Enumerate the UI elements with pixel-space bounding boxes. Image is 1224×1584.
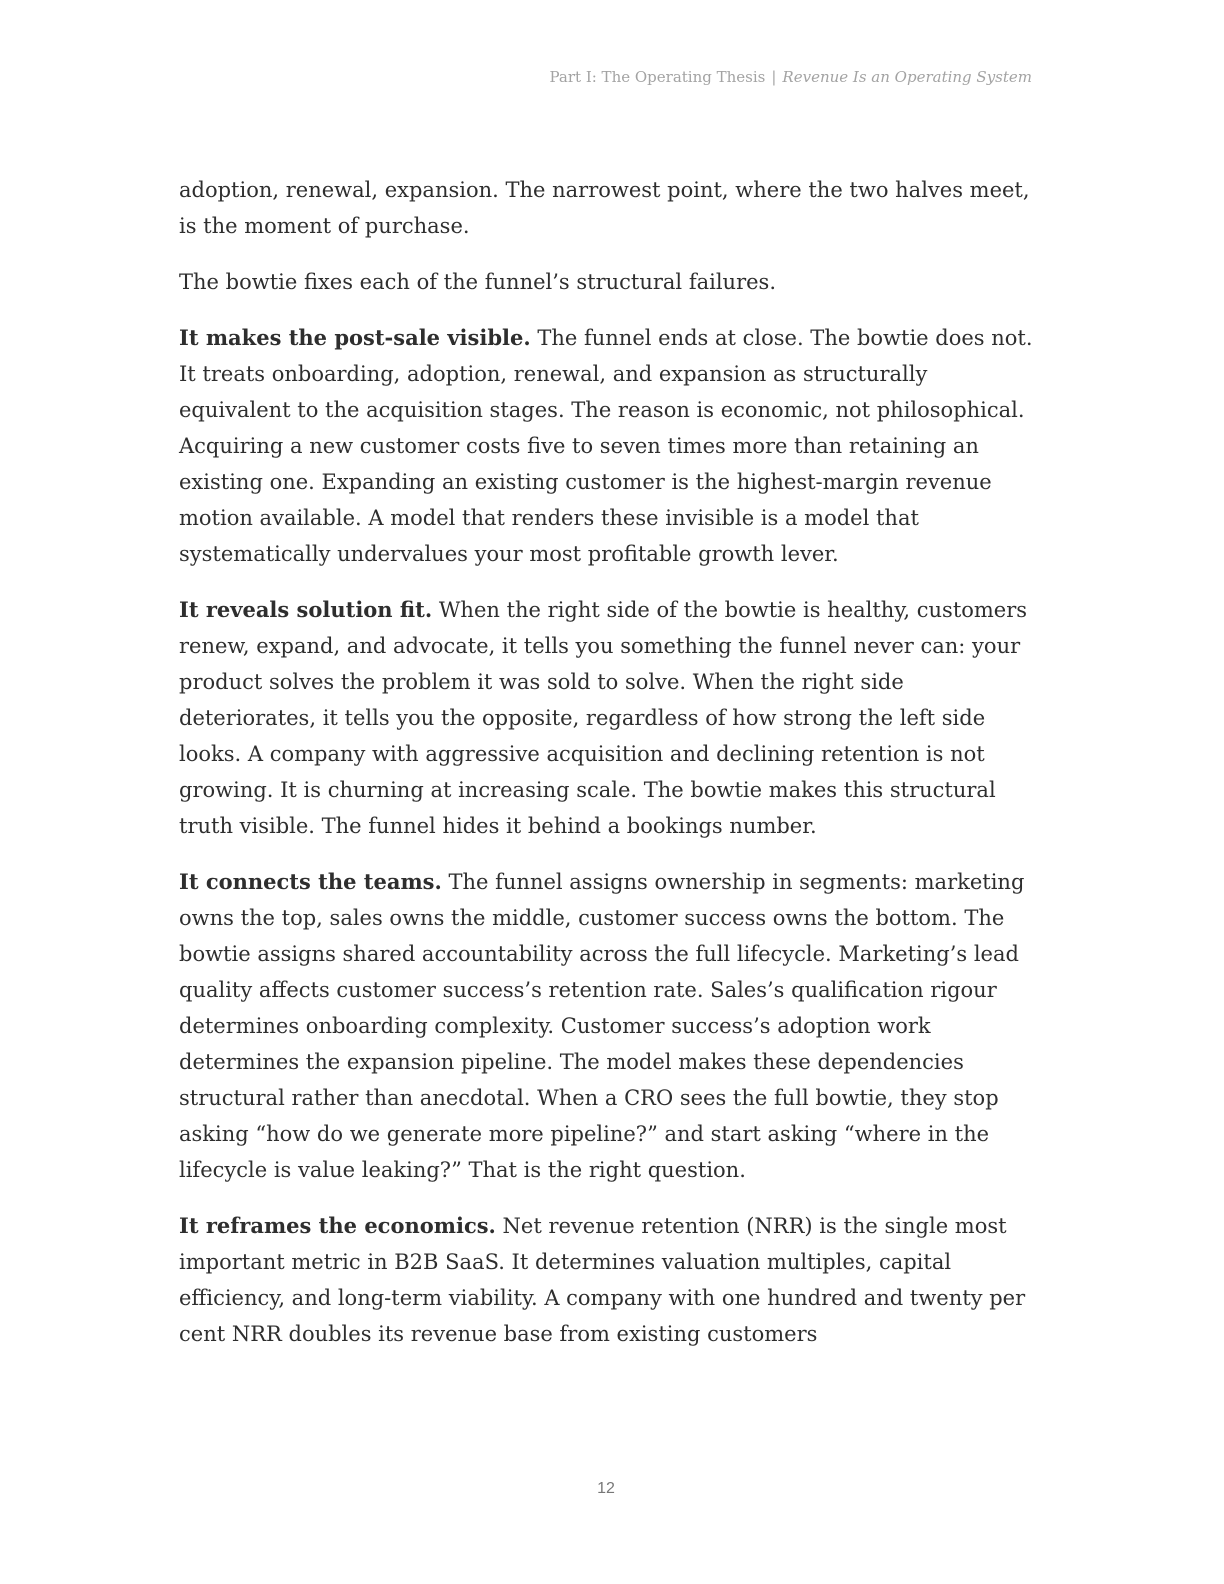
paragraph-text: The funnel assigns ownership in segments: marketing owns the top, sales owns the middle, customer success owns the bottom. The bowtie assigns shared accountability across the full lifecycle. Marketing’s lead quality affects customer success’s retention rate. Sales’s qualification rigour determines onboarding complexity. Customer success’s adoption work determines the expansion pipeline. The model makes these dependencies structural rather than anecdotal. When a CRO sees the full bowtie, they stop asking “how do we generate more pipeline?” and start asking “where in the lifecycle is value leaking?” That is the right question.: [179, 870, 1025, 1182]
paragraph-lead: It reframes the economics.: [179, 1213, 496, 1238]
paragraph-intro: [179, 264, 1039, 300]
paragraph-economics: [179, 1208, 1039, 1352]
paragraph-connects-teams: [179, 864, 1039, 1188]
paragraph-text: When the right side of the bowtie is healthy, customers renew, expand, and advocate, it tells you something the funnel never can: your product solves the problem it was sold to solve. When the right side deteriorates, it tells you the opposite, regardless of how strong the left side looks. A company with aggressive acquisition and declining retention is not growing. It is churning at increasing scale. The bowtie makes this structural truth visible. The funnel hides it behind a bookings number.: [179, 598, 1028, 838]
paragraph-text: adoption, renewal, expansion. The narrowest point, where the two halves meet, is the moment of purchase.: [179, 178, 1030, 238]
paragraph-post-sale: [179, 320, 1039, 572]
paragraph-lead: It connects the teams.: [179, 869, 442, 894]
page-number: 12: [597, 1480, 615, 1497]
paragraph-continuation: [179, 172, 1039, 244]
paragraph-lead: It makes the post-sale visible.: [179, 325, 531, 350]
running-header-separator: |: [771, 68, 777, 86]
paragraph-solution-fit: [179, 592, 1039, 844]
body-text: [179, 172, 1039, 1372]
running-header-part: Part I: The Operating Thesis: [549, 68, 766, 86]
paragraph-lead: It reveals solution fit.: [179, 597, 433, 622]
paragraph-text: Net revenue retention (NRR) is the single most important metric in B2B SaaS. It determines valuation multiples, capital efficiency, and long-term viability. A company with one hundred and twenty per cent NRR doubles its revenue base from existing customers: [179, 1214, 1026, 1346]
running-header-chapter: Revenue Is an Operating System: [782, 68, 1032, 86]
paragraph-text: The funnel ends at close. The bowtie does not. It treats onboarding, adoption, renewal, and expansion as structurally equivalent to the acquisition stages. The reason is economic, not philosophical. Acquiring a new customer costs five to seven times more than retaining an existing one. Expanding an existing customer is the highest-margin revenue motion available. A model that renders these invisible is a model that systematically undervalues your most profitable growth lever.: [179, 326, 1033, 566]
paragraph-text: The bowtie fixes each of the funnel’s structural failures.: [179, 270, 776, 294]
running-header: [549, 68, 1032, 86]
